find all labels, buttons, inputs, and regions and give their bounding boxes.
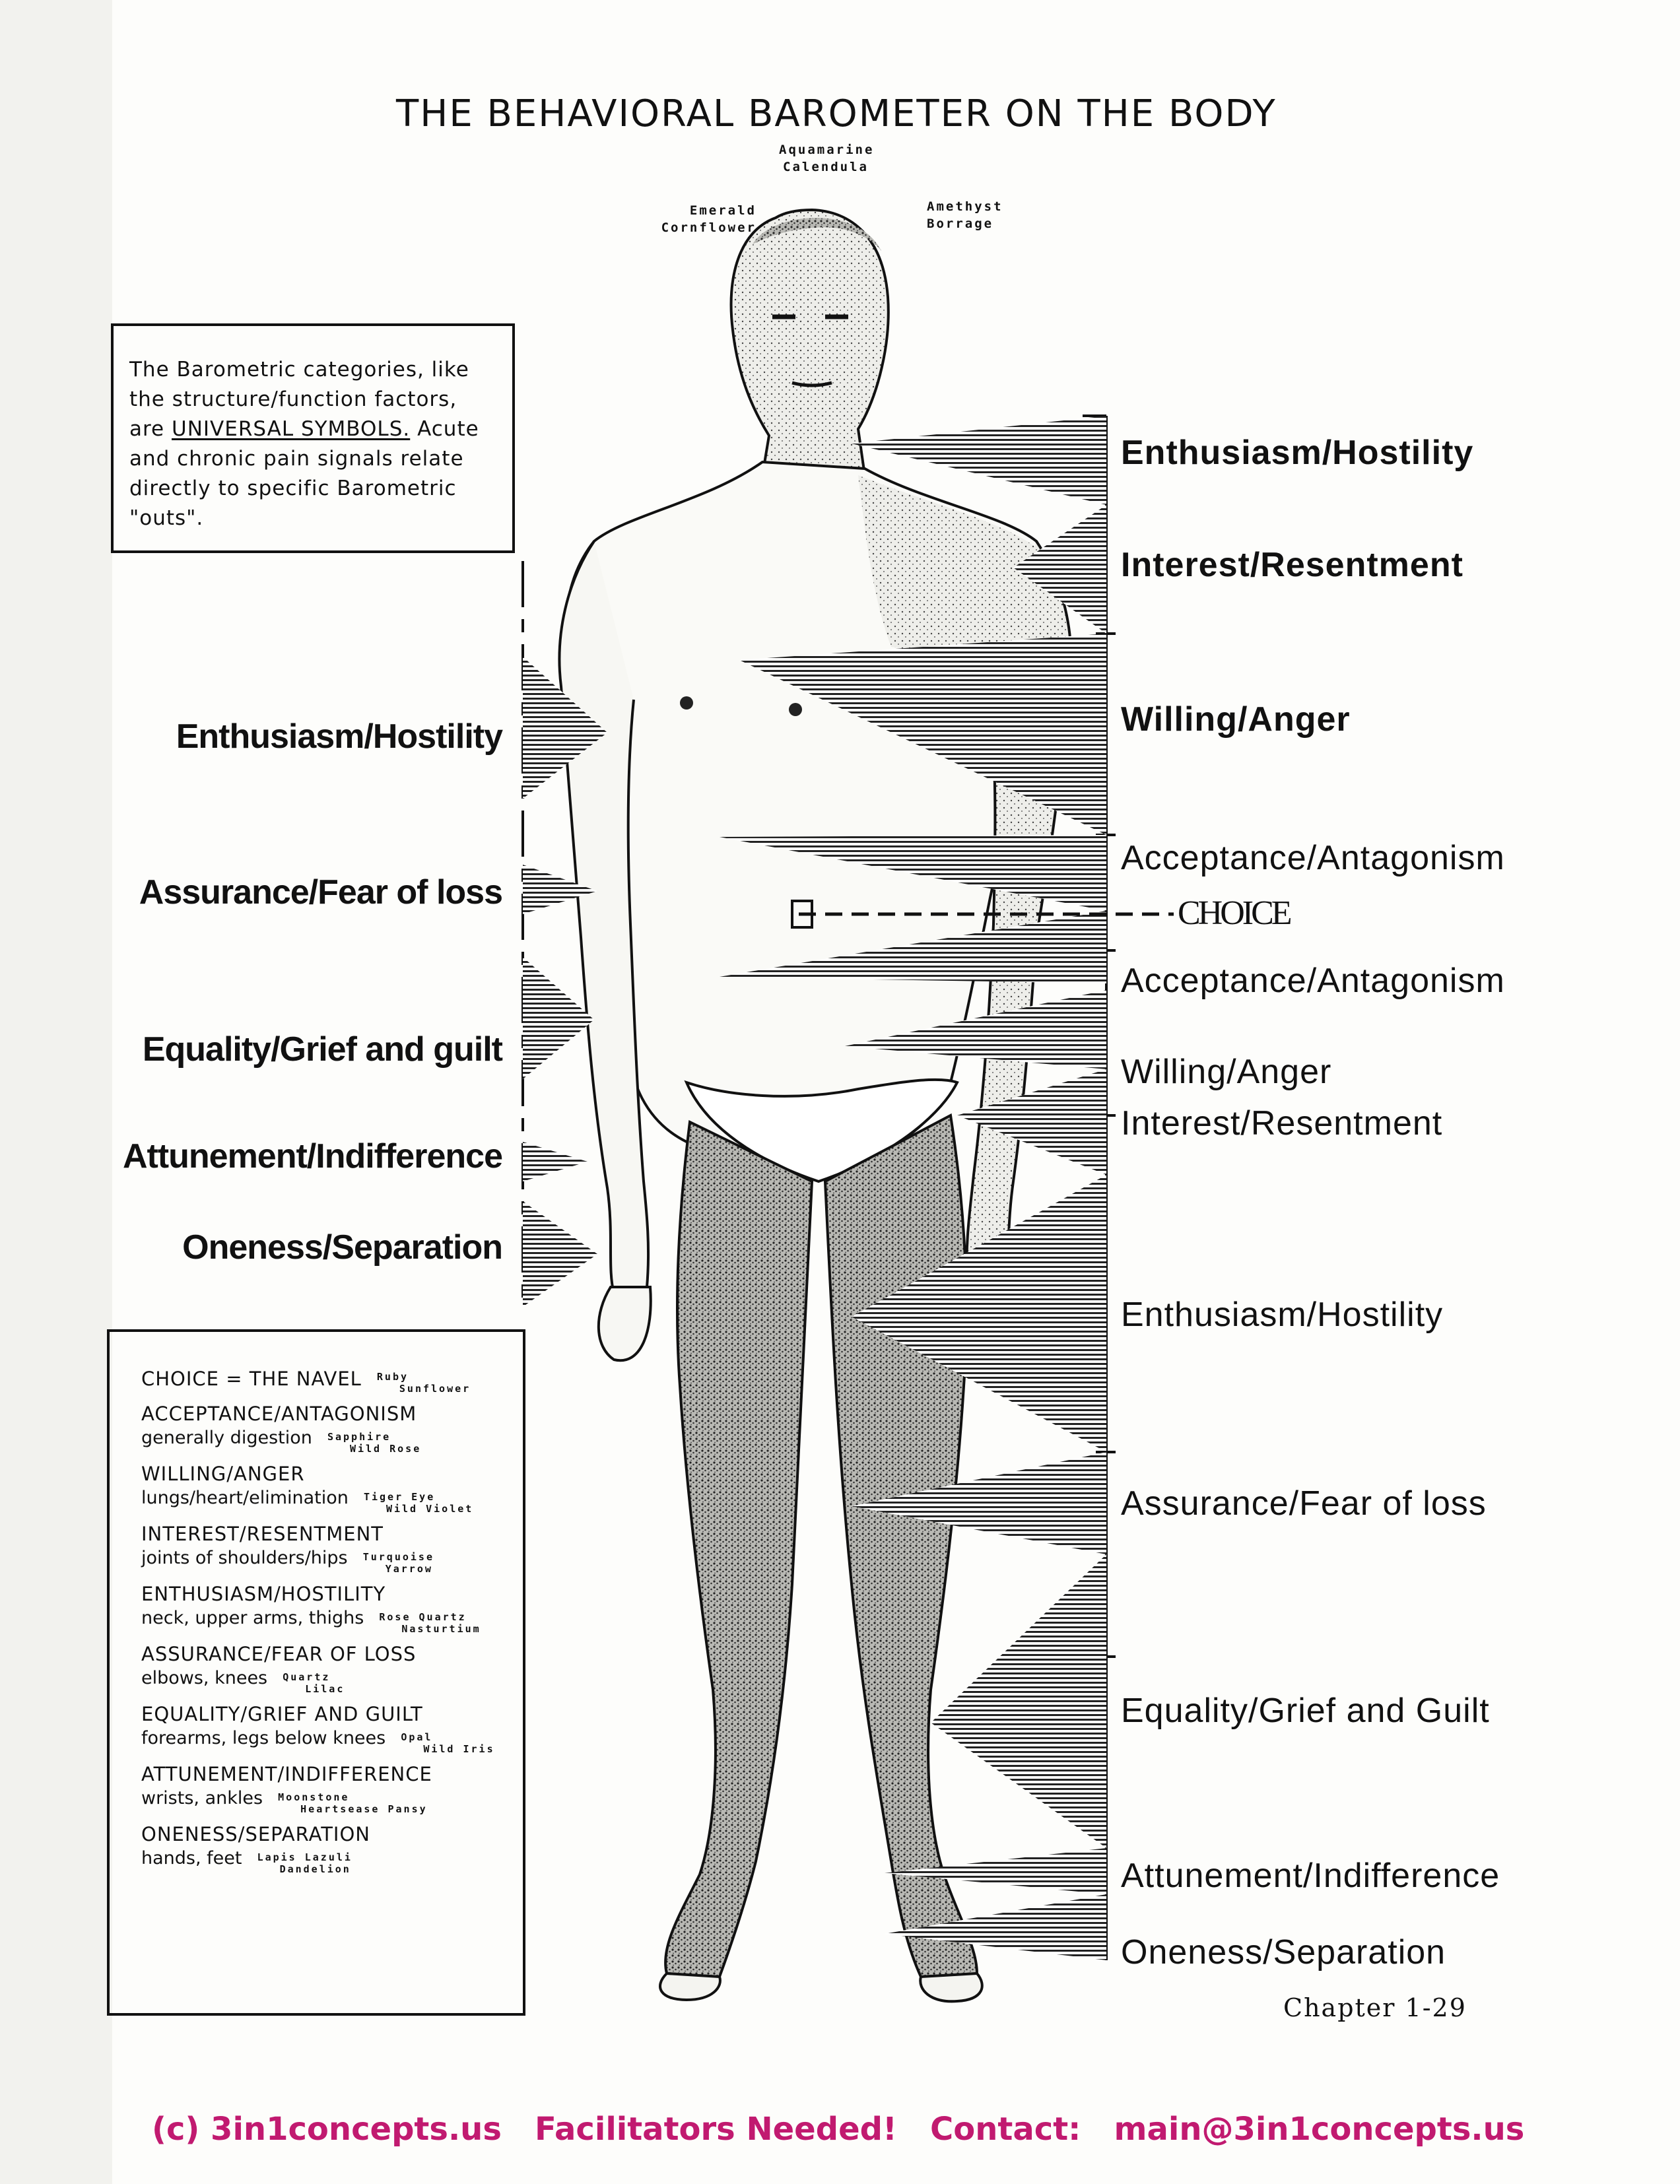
note-box — [111, 323, 515, 553]
legend-heading: ATTUNEMENT/INDIFFERENCE — [141, 1763, 432, 1785]
page-number: Chapter 1-29 — [1283, 1993, 1467, 2022]
head-label-left — [644, 202, 756, 236]
legend-areas: lungs/heart/elimination — [141, 1488, 349, 1508]
legend-flower: Dandelion — [279, 1863, 351, 1875]
legend-areas: neck, upper arms, thighs — [141, 1608, 364, 1628]
crown-flower-label: Calendula — [783, 160, 869, 174]
right-label: Interest/Resentment — [1121, 1104, 1443, 1142]
left-triangle — [523, 1201, 597, 1307]
left-flower-label: Cornflower — [661, 220, 756, 235]
right-triangle — [931, 1554, 1106, 1848]
note-emphasis: UNIVERSAL SYMBOLS. — [172, 417, 411, 441]
head-label-right — [927, 198, 1003, 232]
legend-gems — [377, 1370, 471, 1395]
left-stone-label: Emerald — [689, 203, 756, 218]
legend-box — [107, 1329, 525, 2016]
legend-entry — [141, 1581, 516, 1635]
legend-gems — [257, 1851, 353, 1875]
legend-flower: Lilac — [305, 1683, 345, 1695]
left-label: Assurance/Fear of loss — [139, 873, 502, 911]
right-label: Interest/Resentment — [1121, 546, 1463, 584]
legend-flower: Wild Rose — [349, 1443, 422, 1455]
legend-heading: CHOICE = THE NAVEL — [141, 1368, 362, 1390]
right-label: Assurance/Fear of loss — [1121, 1484, 1487, 1523]
figure-nipple-right — [789, 703, 802, 716]
figure-left-hand — [599, 1287, 651, 1360]
figure-head — [731, 210, 889, 475]
legend-stone: Ruby — [376, 1371, 409, 1383]
right-label: Enthusiasm/Hostility — [1121, 434, 1474, 472]
legend-stone: Lapis Lazuli — [257, 1851, 353, 1863]
right-label: Enthusiasm/Hostility — [1121, 1296, 1444, 1334]
legend-entry — [141, 1762, 516, 1815]
figure-left-leg — [665, 1122, 812, 1977]
left-label: Enthusiasm/Hostility — [176, 717, 502, 756]
legend-flower: Wild Violet — [386, 1503, 474, 1515]
figure-nipple-left — [680, 696, 693, 710]
legend-areas: wrists, ankles — [141, 1788, 263, 1808]
legend-areas: elbows, knees — [141, 1668, 268, 1688]
note-text-after: Acute and chronic pain signals relate directly to specific Barometric "outs". — [129, 417, 479, 530]
legend-stone: Turquoise — [362, 1551, 434, 1563]
choice-label: CHOICE — [1178, 894, 1290, 932]
legend-flower: Nasturtium — [401, 1623, 481, 1635]
right-label: Acceptance/Antagonism — [1121, 962, 1505, 1000]
legend-flower: Heartsease Pansy — [300, 1803, 428, 1815]
right-label: Willing/Anger — [1121, 700, 1351, 739]
figure-right-leg — [825, 1115, 977, 1977]
legend-areas: hands, feet — [141, 1848, 242, 1869]
footer-contact: (c) 3in1concepts.us Facilitators Needed! Contact: main@3in1concepts.us — [152, 2111, 1525, 2148]
figure-right-foot — [920, 1973, 982, 2001]
legend-stone: Tiger Eye — [363, 1491, 436, 1503]
legend-entry-choice — [141, 1366, 516, 1395]
legend-heading: ENTHUSIASM/HOSTILITY — [141, 1583, 386, 1605]
legend-entry — [141, 1521, 516, 1575]
right-stone-label: Amethyst — [927, 199, 1003, 214]
right-label: Acceptance/Antagonism — [1121, 839, 1505, 877]
legend-areas: generally digestion — [141, 1428, 312, 1448]
right-label: Equality/Grief and Guilt — [1121, 1692, 1490, 1730]
page-title: THE BEHAVIORAL BAROMETER ON THE BODY — [396, 92, 1277, 135]
legend-stone: Moonstone — [278, 1791, 350, 1803]
legend-gems — [363, 1550, 434, 1575]
legend-gems — [401, 1731, 494, 1755]
legend-gems — [364, 1490, 473, 1515]
legend-heading: ACCEPTANCE/ANTAGONISM — [141, 1403, 417, 1425]
legend-entry — [141, 1641, 516, 1695]
right-label: Attunement/Indifference — [1121, 1857, 1500, 1895]
legend-flower: Yarrow — [385, 1563, 433, 1575]
left-label: Equality/Grief and guilt — [142, 1030, 502, 1069]
legend-stone: Quartz — [283, 1671, 331, 1683]
legend-areas: forearms, legs below knees — [141, 1728, 386, 1748]
note-text-before: The Barometric categories, like the structure/function factors, are — [129, 358, 469, 441]
right-label: Willing/Anger — [1121, 1053, 1332, 1091]
legend-heading: EQUALITY/GRIEF AND GUILT — [141, 1703, 423, 1725]
legend-entry — [141, 1702, 516, 1755]
right-flower-label: Borrage — [927, 216, 994, 231]
legend-stone: Rose Quartz — [379, 1611, 467, 1623]
legend-flower: Wild Iris — [423, 1743, 495, 1755]
legend-heading: ASSURANCE/FEAR OF LOSS — [141, 1643, 417, 1665]
legend-flower: Sunflower — [399, 1383, 471, 1395]
legend-gems — [283, 1671, 345, 1695]
legend-stone: Opal — [401, 1731, 433, 1743]
legend-entry — [141, 1822, 516, 1875]
legend-entry — [141, 1461, 516, 1515]
legend-heading: WILLING/ANGER — [141, 1463, 305, 1485]
legend-gems — [327, 1430, 421, 1455]
legend-entry — [141, 1401, 516, 1455]
legend-stone: Sapphire — [327, 1431, 391, 1443]
scan-edge-shadow — [0, 0, 112, 2184]
legend-gems — [379, 1610, 481, 1635]
legend-areas: joints of shoulders/hips — [141, 1548, 348, 1568]
legend-heading: INTEREST/RESENTMENT — [141, 1523, 384, 1545]
head-label-crown — [779, 141, 874, 176]
legend-heading: ONENESS/SEPARATION — [141, 1823, 370, 1845]
figure-left-foot — [660, 1973, 720, 2000]
left-triangle — [523, 1142, 588, 1181]
crown-stone-label: Aquamarine — [779, 143, 875, 157]
left-label: Oneness/Separation — [182, 1228, 502, 1267]
legend-gems — [278, 1791, 428, 1815]
right-label: Oneness/Separation — [1121, 1933, 1446, 1971]
left-label: Attunement/Indifference — [122, 1137, 502, 1175]
